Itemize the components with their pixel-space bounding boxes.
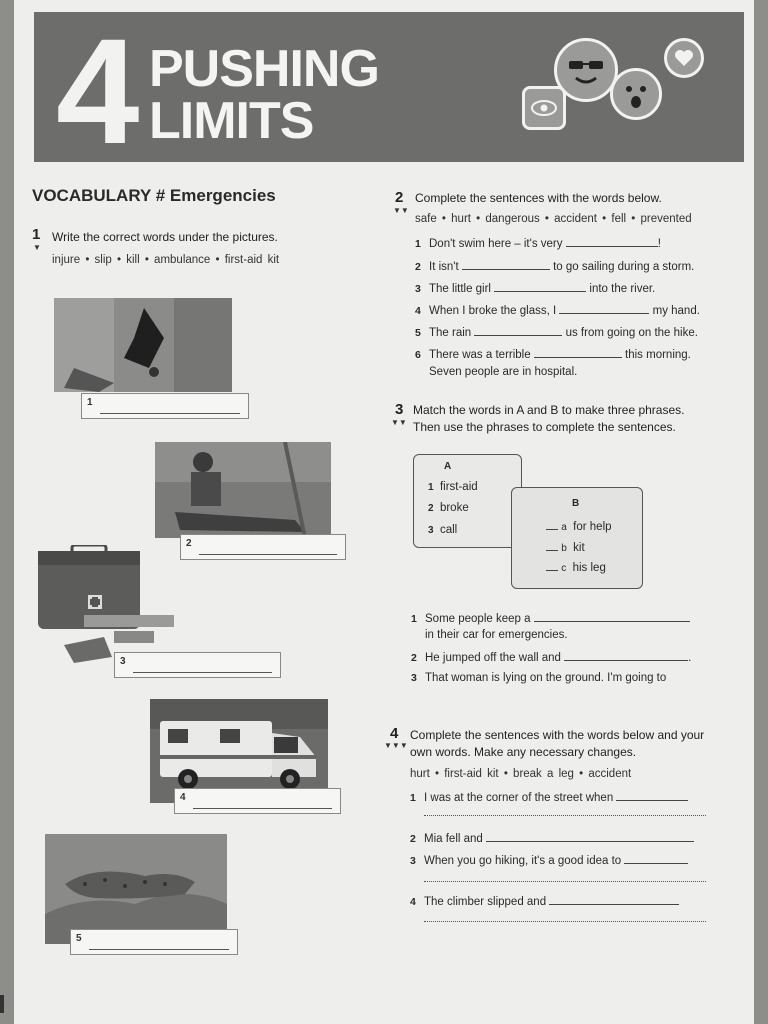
box-b-item-c[interactable]: c his leg: [546, 561, 606, 574]
picture-5-answer-box[interactable]: 5: [70, 929, 238, 955]
unit-title-line2: LIMITS: [149, 92, 314, 150]
exercise-4-sentence-1: 1 I was at the corner of the street when: [410, 791, 688, 804]
box-b-item-a[interactable]: a for help: [546, 520, 612, 533]
exercise-1-instruction: Write the correct words under the pictures.: [52, 230, 278, 244]
blank-field[interactable]: [486, 832, 694, 842]
exercise-2-sentence-2: 2 It isn't to go sailing during a storm.: [415, 261, 695, 273]
exercise-2-instruction: Complete the sentences with the words below.: [415, 191, 662, 205]
exercise-4-instruction-1: Complete the sentences with the words below and your: [410, 728, 705, 742]
box-a-item-2: 2 broke: [428, 502, 469, 514]
match-box-b: [511, 487, 643, 589]
exercise-2-sentence-4: 4 When I broke the glass, I my hand.: [415, 305, 700, 317]
box-a-item-1: 1 first-aid: [428, 481, 478, 493]
eye-icon: [522, 86, 566, 130]
answer-line[interactable]: [424, 920, 706, 922]
exercise-4-sentence-3: 3 When you go hiking, it's a good idea to: [410, 854, 688, 867]
exercise-3-number: 3: [395, 401, 404, 418]
exercise-4-number: 4: [390, 725, 399, 742]
exercise-3-sentence-2: 2 He jumped off the wall and .: [411, 652, 692, 664]
workbook-page: [14, 0, 754, 1024]
blank-field[interactable]: [534, 348, 622, 358]
exercise-2-sentence-3: 3 The little girl into the river.: [415, 283, 656, 295]
unit-title-line1: PUSHING: [149, 40, 379, 98]
picture-injured-person: [155, 442, 331, 538]
unit-number: 4: [56, 7, 136, 175]
difficulty-arrow-icon: ▼▼: [393, 206, 409, 215]
exercise-4-sentence-4: 4 The climber slipped and: [410, 895, 679, 908]
picture-3-answer-box[interactable]: 3: [114, 652, 281, 678]
exercise-1-number: 1: [32, 226, 41, 243]
blank-field[interactable]: [474, 326, 562, 336]
picture-climber-fall: [54, 298, 232, 392]
exercise-2-sentence-1: 1 Don't swim here – it's very !: [415, 238, 661, 250]
blank-field[interactable]: [559, 304, 649, 314]
exercise-4-word-list: hurt • first-aid kit • break a leg • accident: [410, 768, 632, 780]
blank-field[interactable]: [616, 791, 688, 801]
picture-2-answer-box[interactable]: 2: [180, 534, 346, 560]
exercise-3-instruction-2: Then use the phrases to complete the sentences.: [413, 420, 676, 434]
exercise-4-instruction-2: own words. Make any necessary changes.: [410, 745, 637, 759]
exercise-2-word-list: safe • hurt • dangerous • accident • fell • prevented: [415, 213, 692, 225]
answer-line[interactable]: [424, 814, 706, 816]
difficulty-arrow-icon: ▼: [33, 243, 41, 252]
box-b-item-b[interactable]: b kit: [546, 541, 585, 554]
exercise-1-word-list: injure • slip • kill • ambulance • first-aid kit: [52, 254, 280, 266]
picture-leopard: [45, 834, 227, 944]
exercise-3-sentence-1: 1 Some people keep a: [411, 612, 690, 625]
exercise-3-sentence-3: 3 That woman is lying on the ground. I'm going to: [411, 672, 667, 684]
unit-banner: [34, 7, 744, 175]
exercise-2-sentence-6-continued: Seven people are in hospital.: [429, 366, 578, 378]
page-binding-edge: [0, 995, 4, 1013]
box-a-label: A: [444, 461, 452, 472]
exercise-3-instruction-1: Match the words in A and B to make three phrases.: [413, 403, 685, 417]
blank-field[interactable]: [566, 237, 658, 247]
heart-icon: [664, 38, 704, 78]
blank-field[interactable]: [462, 260, 550, 270]
blank-field[interactable]: [534, 612, 690, 622]
box-b-label: B: [572, 498, 580, 509]
answer-line[interactable]: [424, 880, 706, 882]
picture-first-aid-kit: [34, 545, 176, 667]
shocked-emoji-icon: [610, 68, 662, 120]
match-box-a: [413, 454, 522, 548]
blank-field[interactable]: [494, 282, 586, 292]
box-a-item-3: 3 call: [428, 524, 458, 536]
exercise-2-number: 2: [395, 189, 404, 206]
picture-1-answer-box[interactable]: 1: [81, 393, 249, 419]
exercise-2-sentence-6: 6 There was a terrible this morning.: [415, 349, 691, 361]
section-title: VOCABULARY # Emergencies: [32, 186, 276, 205]
difficulty-arrow-icon: ▼▼▼: [384, 741, 408, 750]
exercise-2-sentence-5: 5 The rain us from going on the hike.: [415, 327, 698, 339]
picture-4-answer-box[interactable]: 4: [174, 788, 341, 814]
blank-field[interactable]: [624, 854, 688, 864]
blank-field[interactable]: [564, 651, 688, 661]
blank-field[interactable]: [549, 895, 679, 905]
exercise-4-sentence-2: 2 Mia fell and: [410, 832, 694, 845]
exercise-3-sentence-1-continued: in their car for emergencies.: [425, 629, 568, 641]
difficulty-arrow-icon: ▼▼: [391, 418, 407, 427]
